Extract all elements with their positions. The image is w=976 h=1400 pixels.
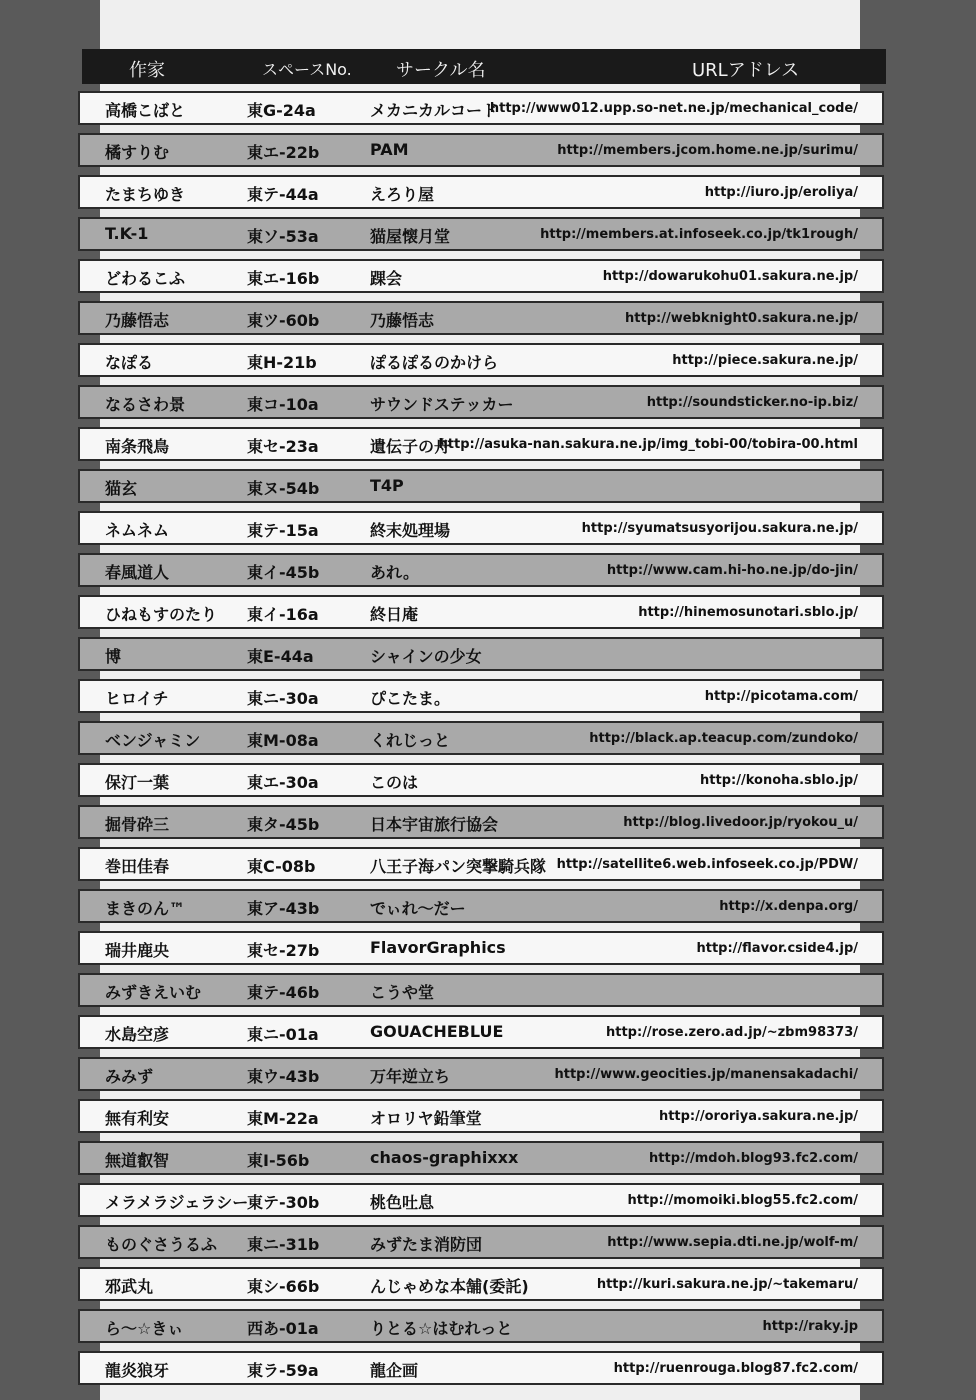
- space-no-cell: 東イ-45b: [247, 563, 320, 582]
- table-row: [78, 595, 884, 629]
- table-row: [78, 553, 884, 587]
- header-author: 作家: [129, 60, 165, 81]
- author-cell: みみず: [105, 1067, 154, 1086]
- table-row: [78, 175, 884, 209]
- header-space-no: スペースNo.: [262, 60, 352, 79]
- table-row: [78, 91, 884, 125]
- url-cell[interactable]: http://piece.sakura.ne.jp/: [672, 353, 858, 368]
- circle-name-cell: 猫屋懐月堂: [370, 227, 451, 246]
- author-cell: 南条飛鳥: [105, 437, 170, 456]
- url-cell[interactable]: http://hinemosunotari.sblo.jp/: [638, 605, 858, 620]
- header-circle-name: サークル名: [396, 60, 486, 81]
- author-cell: 猫玄: [105, 479, 138, 498]
- space-no-cell: 東H-21b: [247, 353, 317, 372]
- space-no-cell: 東エ-16b: [247, 269, 320, 288]
- url-cell[interactable]: http://webknight0.sakura.ne.jp/: [625, 311, 858, 326]
- author-cell: ものぐさうるふ: [105, 1235, 218, 1254]
- table-row: [78, 679, 884, 713]
- url-cell[interactable]: http://soundsticker.no-ip.biz/: [646, 395, 858, 410]
- circle-name-cell: サウンドステッカー: [370, 395, 514, 414]
- circle-name-cell: 乃藤悟志: [370, 311, 435, 330]
- circle-name-cell: こうや堂: [370, 983, 435, 1002]
- author-cell: 水島空彦: [105, 1025, 170, 1044]
- author-cell: ネムネム: [105, 521, 170, 540]
- space-no-cell: 東エ-30a: [247, 773, 319, 792]
- table-row: [78, 343, 884, 377]
- circle-name-cell: このは: [370, 773, 419, 792]
- url-cell[interactable]: http://raky.jp: [762, 1319, 858, 1334]
- author-cell: ひねもすのたり: [105, 605, 218, 624]
- space-no-cell: 東C-08b: [247, 857, 316, 876]
- table-row: [78, 1309, 884, 1343]
- author-cell: なぽる: [105, 353, 154, 372]
- author-cell: なるさわ景: [105, 395, 186, 414]
- url-cell[interactable]: http://www.geocities.jp/manensakadachi/: [554, 1067, 858, 1082]
- space-no-cell: 東シ-66b: [247, 1277, 320, 1296]
- author-cell: 無道叡智: [105, 1151, 170, 1170]
- author-cell: どわるこふ: [105, 269, 186, 288]
- circle-name-cell: 遺伝子の舟: [370, 437, 451, 456]
- space-no-cell: 東M-22a: [247, 1109, 319, 1128]
- table-row: [78, 1015, 884, 1049]
- circle-name-cell: オロリヤ鉛筆堂: [370, 1109, 482, 1128]
- url-cell[interactable]: http://picotama.com/: [704, 689, 858, 704]
- space-no-cell: 東イ-16a: [247, 605, 319, 624]
- space-no-cell: 東ニ-31b: [247, 1235, 320, 1254]
- author-cell: 龍炎狼牙: [105, 1361, 170, 1380]
- space-no-cell: 東ラ-59a: [247, 1361, 319, 1380]
- table-header: [82, 49, 886, 84]
- url-cell[interactable]: http://kuri.sakura.ne.jp/~takemaru/: [596, 1277, 858, 1292]
- circle-name-cell: メカニカルコード: [370, 101, 499, 120]
- url-cell[interactable]: http://flavor.cside4.jp/: [696, 941, 858, 956]
- circle-name-cell: あれ。: [370, 563, 419, 582]
- circle-name-cell: 終日庵: [370, 605, 419, 624]
- author-cell: 高橋こばと: [105, 101, 186, 120]
- circle-name-cell: ぽるぽるのかけら: [370, 353, 499, 372]
- author-cell: T.K-1: [105, 224, 149, 243]
- circle-name-cell: FlavorGraphics: [370, 938, 506, 957]
- table-row: [78, 1351, 884, 1385]
- table-row: [78, 805, 884, 839]
- header-url: URLアドレス: [692, 60, 800, 81]
- circle-name-cell: シャインの少女: [370, 647, 482, 666]
- circle-name-cell: T4P: [370, 476, 404, 495]
- circle-name-cell: みずたま消防団: [370, 1235, 483, 1254]
- author-cell: まきのん™: [105, 899, 186, 918]
- circle-name-cell: PAM: [370, 140, 409, 159]
- url-cell[interactable]: http://dowarukohu01.sakura.ne.jp/: [602, 269, 858, 284]
- circle-name-cell: 終末処理場: [370, 521, 451, 540]
- url-cell[interactable]: http://momoiki.blog55.fc2.com/: [627, 1193, 858, 1208]
- circle-name-cell: chaos-graphixxx: [370, 1148, 519, 1167]
- author-cell: メラメラジェラシー: [105, 1193, 249, 1212]
- circle-list: [78, 91, 884, 1393]
- url-cell[interactable]: http://x.denpa.org/: [719, 899, 858, 914]
- space-no-cell: 東テ-15a: [247, 521, 319, 540]
- author-cell: 保汀一葉: [105, 773, 170, 792]
- author-cell: 掘骨砕三: [105, 815, 170, 834]
- space-no-cell: 東テ-44a: [247, 185, 319, 204]
- circle-name-cell: 桃色吐息: [370, 1193, 435, 1212]
- url-cell[interactable]: http://www012.upp.so-net.ne.jp/mechanical_code/: [489, 101, 858, 116]
- table-row: [78, 931, 884, 965]
- url-cell[interactable]: http://asuka-nan.sakura.ne.jp/img_tobi-00/tobira-00.html: [438, 437, 858, 452]
- author-cell: 巻田佳春: [105, 857, 170, 876]
- author-cell: みずきえいむ: [105, 983, 202, 1002]
- table-row: [78, 763, 884, 797]
- url-cell[interactable]: http://ruenrouga.blog87.fc2.com/: [613, 1361, 858, 1376]
- url-cell[interactable]: http://konoha.sblo.jp/: [700, 773, 858, 788]
- url-cell[interactable]: http://iuro.jp/eroliya/: [704, 185, 858, 200]
- space-no-cell: 東テ-30b: [247, 1193, 320, 1212]
- author-cell: ヒロイチ: [105, 689, 169, 708]
- url-cell[interactable]: http://black.ap.teacup.com/zundoko/: [589, 731, 858, 746]
- space-no-cell: 東ソ-53a: [247, 227, 319, 246]
- table-row: [78, 847, 884, 881]
- author-cell: 博: [105, 647, 122, 666]
- author-cell: たまちゆき: [105, 185, 186, 204]
- author-cell: 無有利安: [105, 1109, 170, 1128]
- url-cell[interactable]: http://ororiya.sakura.ne.jp/: [658, 1109, 858, 1124]
- table-row: [78, 1183, 884, 1217]
- space-no-cell: 東セ-27b: [247, 941, 320, 960]
- circle-name-cell: でぃれ〜だー: [370, 899, 466, 918]
- table-row: [78, 1141, 884, 1175]
- table-row: [78, 721, 884, 755]
- table-row: [78, 1225, 884, 1259]
- author-cell: 橘すりむ: [105, 143, 170, 162]
- circle-name-cell: 龍企画: [370, 1361, 419, 1380]
- space-no-cell: 西あ-01a: [247, 1319, 319, 1338]
- author-cell: 乃藤悟志: [105, 311, 170, 330]
- table-row: [78, 469, 884, 503]
- url-cell[interactable]: http://www.sepia.dti.ne.jp/wolf-m/: [607, 1235, 858, 1250]
- space-no-cell: 東セ-23a: [247, 437, 319, 456]
- space-no-cell: 東タ-45b: [247, 815, 320, 834]
- space-no-cell: 東コ-10a: [247, 395, 319, 414]
- space-no-cell: 東M-08a: [247, 731, 319, 750]
- author-cell: 春風道人: [105, 563, 170, 582]
- author-cell: 瑞井鹿央: [105, 941, 170, 960]
- url-cell[interactable]: http://members.jcom.home.ne.jp/surimu/: [557, 143, 858, 158]
- circle-name-cell: 八王子海パン突撃騎兵隊: [370, 857, 547, 876]
- space-no-cell: 東ヌ-54b: [247, 479, 320, 498]
- table-row: [78, 973, 884, 1007]
- space-no-cell: 東I-56b: [247, 1151, 310, 1170]
- url-cell[interactable]: http://blog.livedoor.jp/ryokou_u/: [623, 815, 858, 830]
- url-cell[interactable]: http://members.at.infoseek.co.jp/tk1rough/: [540, 227, 858, 242]
- circle-name-cell: 万年逆立ち: [370, 1067, 451, 1086]
- table-row: [78, 889, 884, 923]
- table-row: [78, 133, 884, 167]
- circle-name-cell: 日本宇宙旅行協会: [370, 815, 499, 834]
- circle-name-cell: GOUACHEBLUE: [370, 1022, 504, 1041]
- circle-name-cell: ぴこたま。: [370, 689, 451, 708]
- url-cell[interactable]: http://www.cam.hi-ho.ne.jp/do-jin/: [606, 563, 858, 578]
- table-row: [78, 637, 884, 671]
- author-cell: 邪武丸: [105, 1277, 154, 1296]
- circle-name-cell: 踝会: [370, 269, 403, 288]
- circle-name-cell: りとる☆はむれっと: [370, 1319, 513, 1338]
- table-row: [78, 1267, 884, 1301]
- circle-name-cell: くれじっと: [370, 731, 451, 750]
- url-cell[interactable]: http://rose.zero.ad.jp/~zbm98373/: [606, 1025, 858, 1040]
- space-no-cell: 東ツ-60b: [247, 311, 320, 330]
- table-row: [78, 1057, 884, 1091]
- url-cell[interactable]: http://satellite6.web.infoseek.co.jp/PDW/: [556, 857, 858, 872]
- table-row: [78, 301, 884, 335]
- space-no-cell: 東ア-43b: [247, 899, 320, 918]
- space-no-cell: 東E-44a: [247, 647, 314, 666]
- table-row: [78, 427, 884, 461]
- table-row: [78, 259, 884, 293]
- space-no-cell: 東ニ-30a: [247, 689, 319, 708]
- circle-name-cell: んじゃめな本舗(委託): [370, 1277, 529, 1296]
- space-no-cell: 東テ-46b: [247, 983, 320, 1002]
- table-row: [78, 217, 884, 251]
- space-no-cell: 東エ-22b: [247, 143, 320, 162]
- space-no-cell: 東G-24a: [247, 101, 316, 120]
- space-no-cell: 東ニ-01a: [247, 1025, 319, 1044]
- table-row: [78, 1099, 884, 1133]
- url-cell[interactable]: http://mdoh.blog93.fc2.com/: [649, 1151, 858, 1166]
- circle-name-cell: えろり屋: [370, 185, 435, 204]
- author-cell: ベンジャミン: [105, 731, 201, 750]
- space-no-cell: 東ウ-43b: [247, 1067, 320, 1086]
- author-cell: ら〜☆きぃ: [105, 1319, 184, 1338]
- table-row: [78, 385, 884, 419]
- url-cell[interactable]: http://syumatsusyorijou.sakura.ne.jp/: [581, 521, 858, 536]
- table-row: [78, 511, 884, 545]
